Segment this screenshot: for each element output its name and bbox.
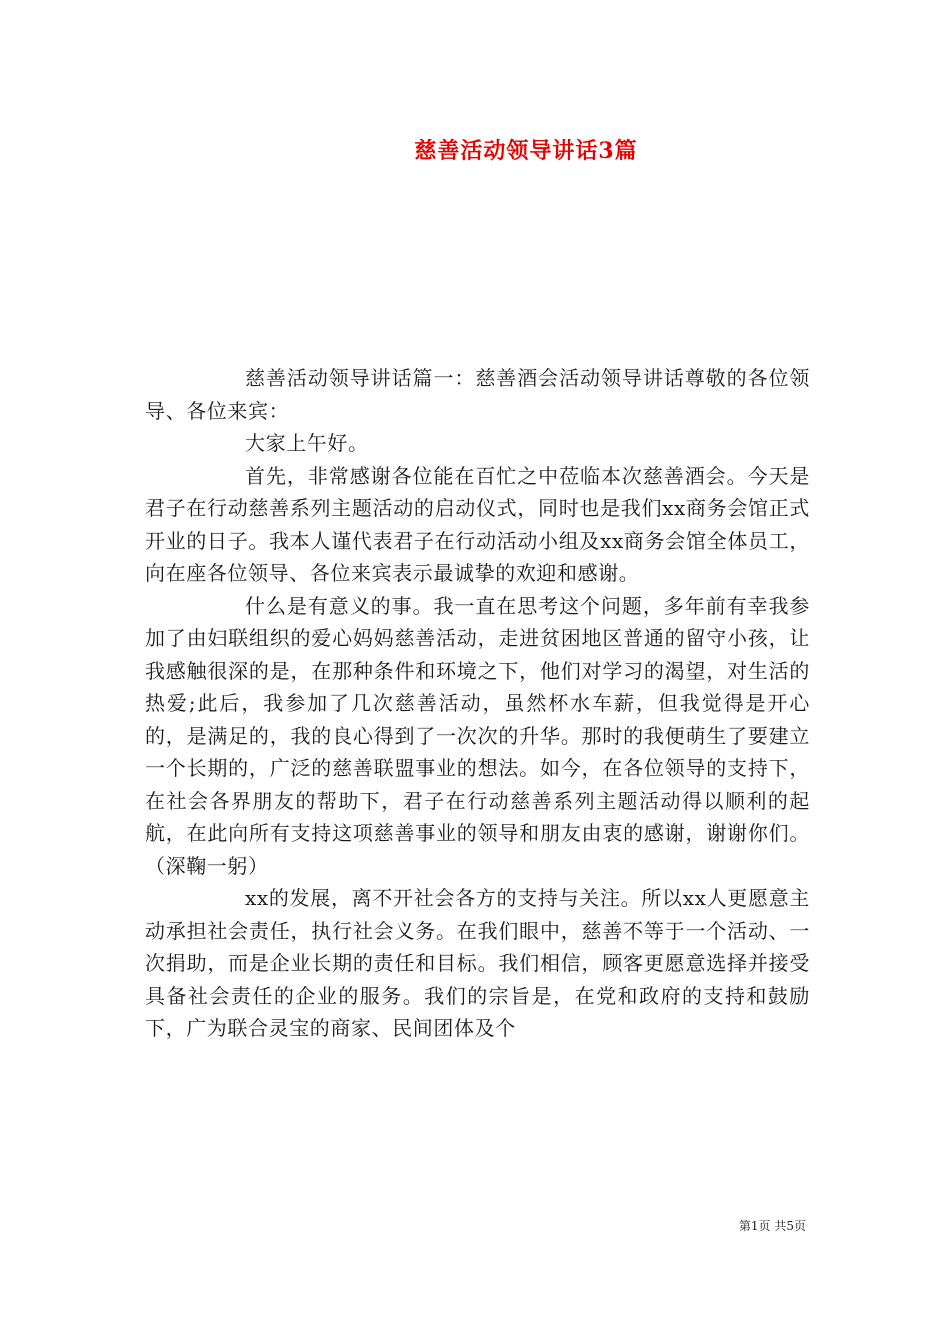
document-title: 慈善活动领导讲话3篇 xyxy=(414,138,638,164)
paragraph-3: 首先，非常感谢各位能在百忙之中莅临本次慈善酒会。今天是君子在行动慈善系列主题活动的启动仪式，同时也是我们xx商务会馆正式开业的日子。我本人谨代表君子在行动活动小组及xx商务会馆全体员工，向在座各位领导、各位来宾表示最诚挚的欢迎和感谢。 xyxy=(145,463,810,585)
paragraph-2: 大家上午好。 xyxy=(245,431,369,455)
paragraph-5: xx的发展，离不开社会各方的支持与关注。所以xx人更愿意主动承担社会责任，执行社会义务。在我们眼中，慈善不等于一个活动、一次捐助，而是企业长期的责任和目标。我们相信，顾客更愿意选择并接受具备社会责任的企业的服务。我们的宗旨是，在党和政府的支持和鼓励下，广为联合灵宝的商家、民间团体及个 xyxy=(145,886,810,1040)
page-number-footer: 第1页 共5页 xyxy=(738,1219,806,1233)
paragraph-4: 什么是有意义的事。我一直在思考这个问题，多年前有幸我参加了由妇联组织的爱心妈妈慈善活动，走进贫困地区普通的留守小孩，让我感触很深的是，在那种条件和环境之下，他们对学习的渴望，对生活的热爱;此后，我参加了几次慈善活动，虽然杯水车薪，但我觉得是开心的，是满足的，我的良心得到了一次次的升华。那时的我便萌生了要建立一个长期的，广泛的慈善联盟事业的想法。如今，在各位领导的支持下，在社会各界朋友的帮助下，君子在行动慈善系列主题活动得以顺利的起航，在此向所有支持这项慈善事业的领导和朋友由衷的感谢，谢谢你们。（深鞠一躬） xyxy=(145,593,810,878)
paragraph-1: 慈善活动领导讲话篇一：慈善酒会活动领导讲话尊敬的各位领导、各位来宾： xyxy=(145,366,810,423)
document-body xyxy=(145,362,810,1045)
